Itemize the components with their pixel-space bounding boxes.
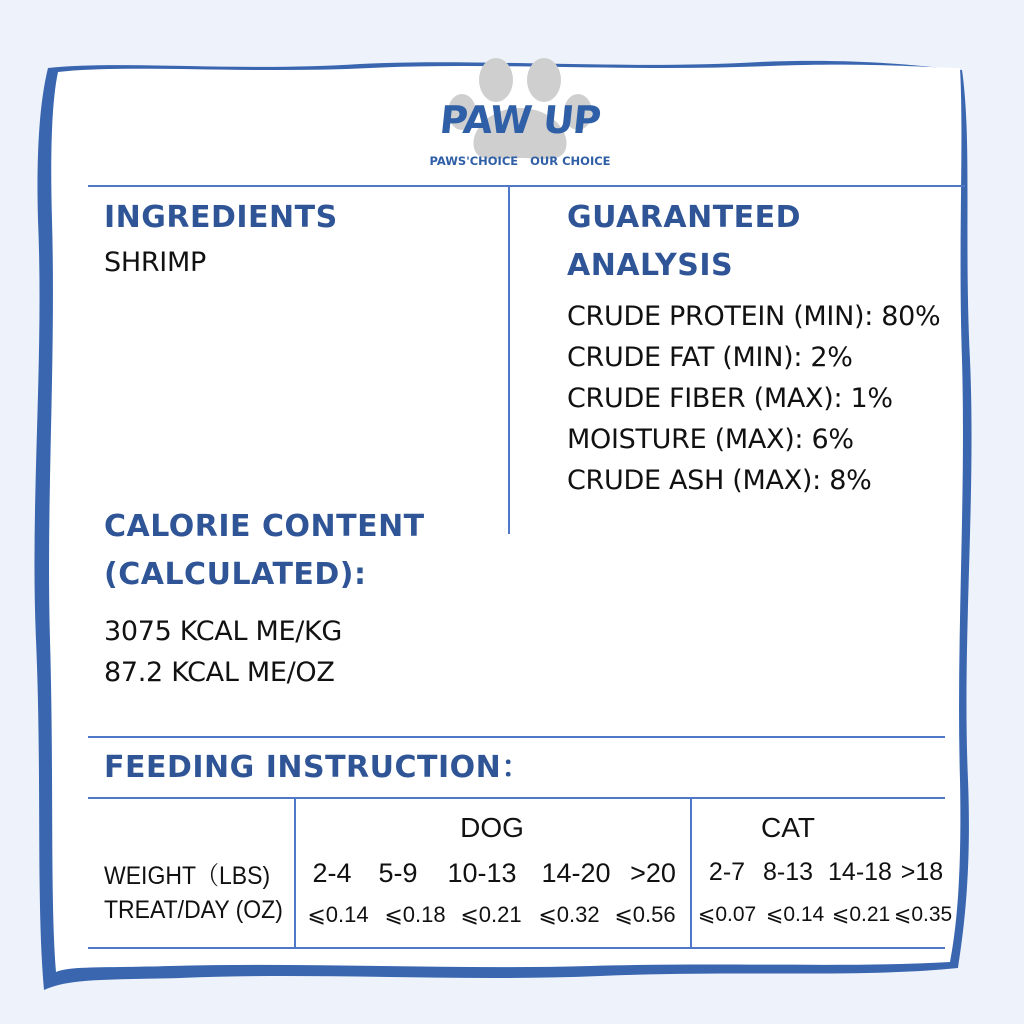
calorie-heading-line1: CALORIE CONTENT bbox=[104, 509, 425, 544]
cat-weight-cell: 14-18 bbox=[828, 858, 892, 886]
brand-logo bbox=[420, 30, 620, 180]
dog-label: DOG bbox=[460, 812, 524, 843]
table-divider-label bbox=[294, 798, 296, 948]
analysis-item: CRUDE FAT (MIN): 2% bbox=[567, 342, 853, 373]
dog-treat-cell: ⩽0.21 bbox=[460, 902, 522, 927]
ingredients-section bbox=[104, 194, 338, 283]
treat-row-label: TREAT/DAY (OZ) bbox=[104, 896, 283, 924]
cat-weight-cell: 2-7 bbox=[708, 858, 746, 886]
analysis-heading-line2: ANALYSIS bbox=[567, 248, 734, 283]
weight-row-label: WEIGHT（LBS) bbox=[104, 862, 271, 890]
dog-weight-cell: >20 bbox=[630, 858, 676, 888]
calorie-item: 87.2 KCAL ME/OZ bbox=[104, 657, 335, 688]
cat-weight-cell: >18 bbox=[900, 858, 944, 886]
dog-weight-cell: 5-9 bbox=[378, 858, 418, 888]
ingredients-heading: INGREDIENTS bbox=[104, 200, 338, 235]
analysis-section bbox=[567, 194, 940, 501]
table-divider-top bbox=[88, 797, 945, 799]
dog-treat-cell: ⩽0.32 bbox=[538, 902, 600, 927]
top-divider bbox=[88, 185, 965, 187]
brand-tagline: PAWS'CHOICE OUR CHOICE bbox=[429, 154, 611, 168]
cat-treat-cell: ⩽0.14 bbox=[765, 903, 825, 926]
column-divider bbox=[508, 186, 510, 534]
analysis-item: MOISTURE (MAX): 6% bbox=[567, 424, 854, 455]
cat-treat-cell: ⩽0.21 bbox=[831, 903, 891, 926]
dog-treat-cell: ⩽0.14 bbox=[307, 902, 369, 927]
calorie-heading-line2: (CALCULATED): bbox=[104, 557, 367, 592]
calorie-section bbox=[104, 503, 425, 693]
brand-name: PAW UP bbox=[437, 98, 603, 142]
analysis-item: CRUDE PROTEIN (MIN): 80% bbox=[567, 301, 941, 332]
dog-weight-cell: 10-13 bbox=[447, 858, 517, 888]
cat-label: CAT bbox=[761, 812, 815, 843]
table-divider-dogcat bbox=[690, 798, 692, 948]
ingredient-item: SHRIMP bbox=[104, 247, 206, 278]
feeding-heading: FEEDING INSTRUCTION： bbox=[104, 750, 532, 785]
cat-weight-cell: 8-13 bbox=[762, 858, 814, 886]
dog-weight-cell: 2-4 bbox=[312, 858, 352, 888]
dog-treat-cell: ⩽0.18 bbox=[384, 902, 446, 927]
dog-weight-cell: 14-20 bbox=[541, 858, 611, 888]
analysis-item: CRUDE ASH (MAX): 8% bbox=[567, 465, 872, 496]
table-divider-bottom bbox=[88, 947, 945, 949]
dog-treat-cell: ⩽0.56 bbox=[614, 902, 676, 927]
calorie-item: 3075 KCAL ME/KG bbox=[104, 616, 343, 647]
feeding-divider-top bbox=[88, 736, 945, 738]
cat-treat-cell: ⩽0.35 bbox=[893, 903, 953, 926]
analysis-heading-line1: GUARANTEED bbox=[567, 200, 802, 235]
analysis-item: CRUDE FIBER (MAX): 1% bbox=[567, 383, 893, 414]
cat-treat-cell: ⩽0.07 bbox=[697, 903, 757, 926]
